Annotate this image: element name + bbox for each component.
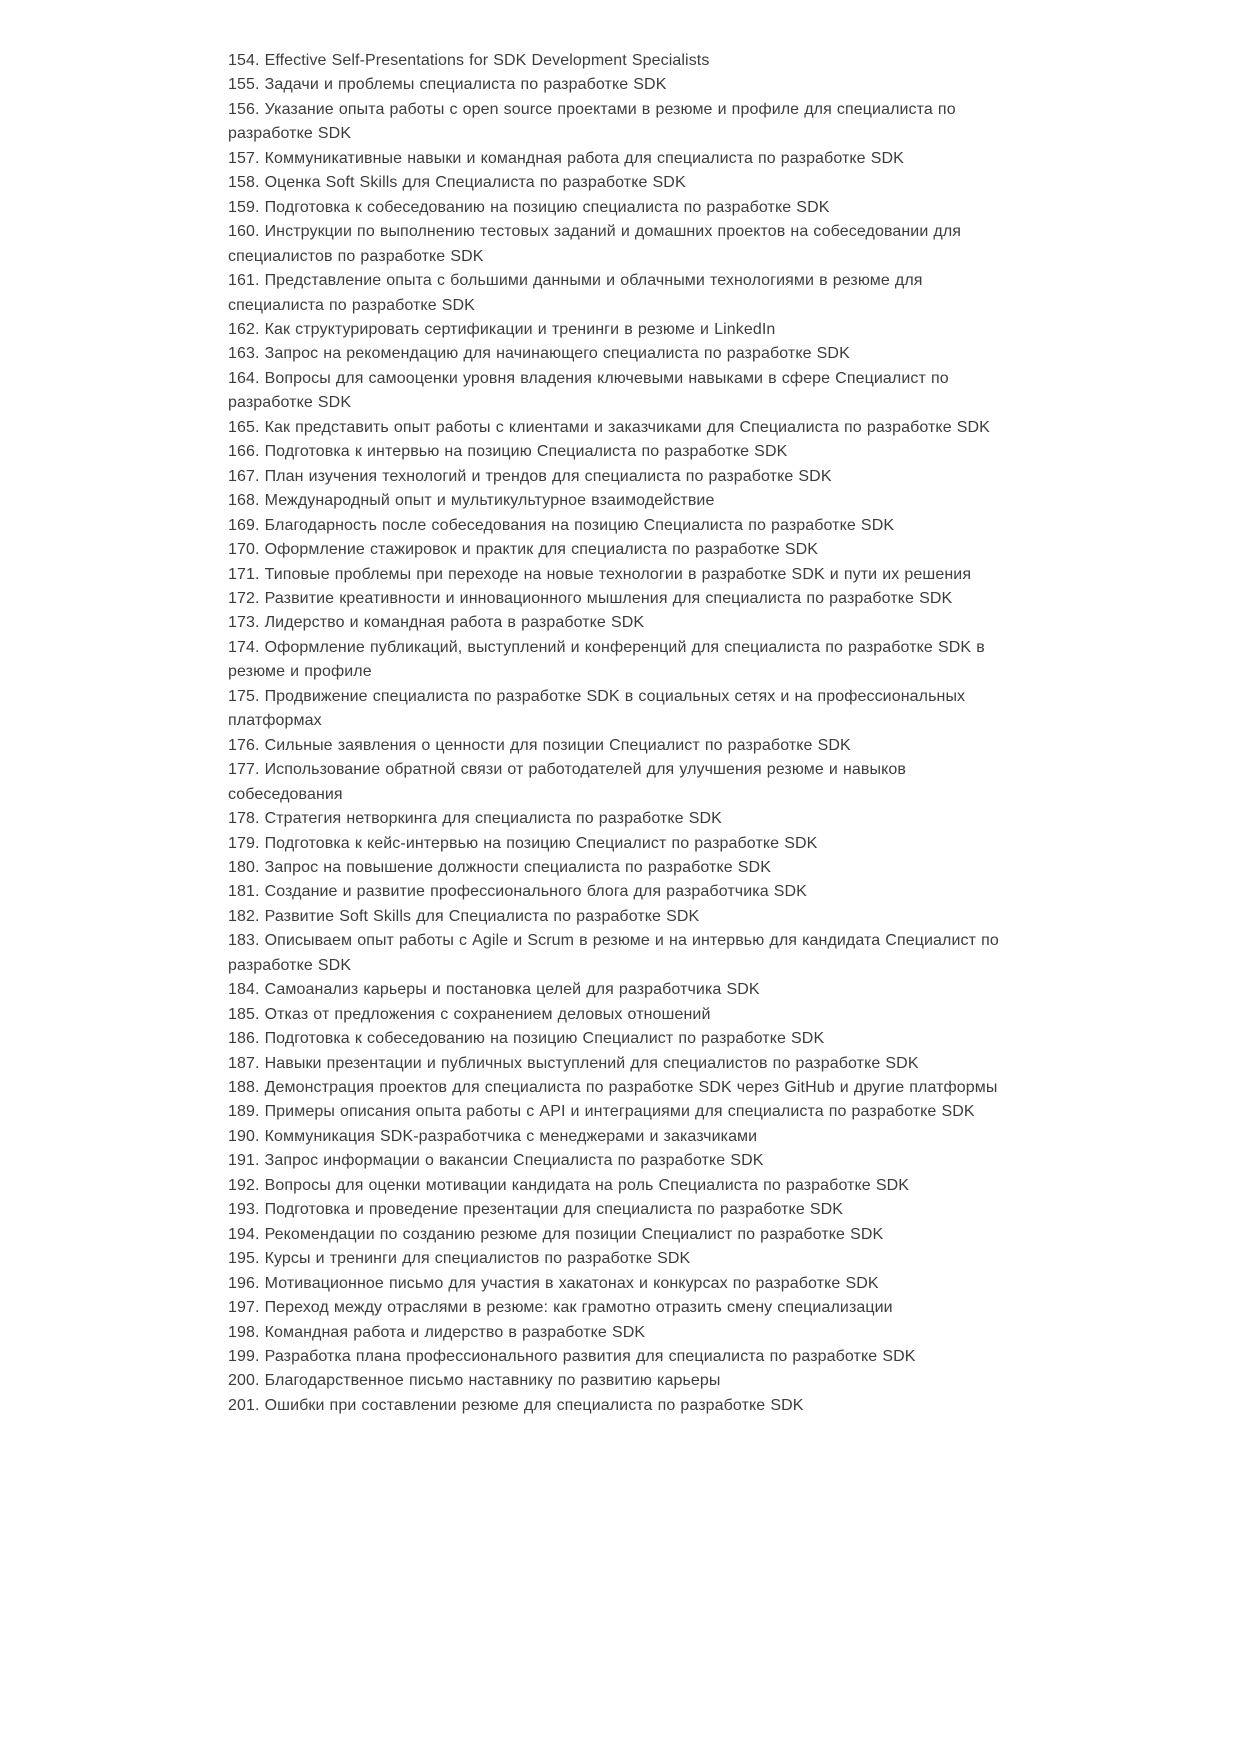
- list-item: 198. Командная работа и лидерство в разработке SDK: [228, 1323, 646, 1341]
- list-item: 176. Сильные заявления о ценности для позиции Специалист по разработке SDK: [228, 736, 851, 754]
- list-item: 170. Оформление стажировок и практик для специалиста по разработке SDK: [228, 541, 819, 559]
- list-item: 154. Effective Self-Presentations for SDK Development Specialists: [228, 52, 710, 69]
- list-item: 156. Указание опыта работы с open source проектами в резюме и профиле для специалиста по разработке SDK: [228, 100, 956, 143]
- list-item: 175. Продвижение специалиста по разработке SDK в социальных сетях и на профессиональных платформах: [228, 687, 966, 730]
- list-item: 185. Отказ от предложения с сохранением деловых отношений: [228, 1005, 711, 1023]
- list-item: 168. Международный опыт и мультикультурное взаимодействие: [228, 492, 715, 510]
- list-item: 195. Курсы и тренинги для специалистов по разработке SDK: [228, 1250, 691, 1268]
- list-item: 188. Демонстрация проектов для специалиста по разработке SDK через GitHub и другие платформы: [228, 1079, 998, 1097]
- list-item: 192. Вопросы для оценки мотивации кандидата на роль Специалиста по разработке SDK: [228, 1176, 910, 1194]
- list-item: 200. Благодарственное письмо наставнику по развитию карьеры: [228, 1372, 721, 1390]
- list-item: 190. Коммуникация SDK-разработчика с менеджерами и заказчиками: [228, 1127, 758, 1145]
- list-item: 167. План изучения технологий и трендов для специалиста по разработке SDK: [228, 467, 832, 485]
- list-item: 194. Рекомендации по созданию резюме для позиции Специалист по разработке SDK: [228, 1225, 884, 1243]
- list-item: 189. Примеры описания опыта работы с API и интеграциями для специалиста по разработке SDK: [228, 1103, 975, 1121]
- list-item: 197. Переход между отраслями в резюме: как грамотно отразить смену специализации: [228, 1299, 893, 1317]
- list-item: 181. Создание и развитие профессионального блога для разработчика SDK: [228, 883, 807, 901]
- list-item: 201. Ошибки при составлении резюме для специалиста по разработке SDK: [228, 1396, 804, 1414]
- list-item: 165. Как представить опыт работы с клиентами и заказчиками для Специалиста по разработке SDK: [228, 418, 990, 436]
- list-item: 196. Мотивационное письмо для участия в хакатонах и конкурсах по разработке SDK: [228, 1274, 879, 1292]
- list-item: 163. Запрос на рекомендацию для начинающего специалиста по разработке SDK: [228, 345, 850, 363]
- list-item: 173. Лидерство и командная работа в разработке SDK: [228, 614, 645, 632]
- list-item: 158. Оценка Soft Skills для Специалиста по разработке SDK: [228, 174, 686, 192]
- list-item: 186. Подготовка к собеседованию на позицию Специалист по разработке SDK: [228, 1030, 825, 1048]
- list-item: 169. Благодарность после собеседования на позицию Специалиста по разработке SDK: [228, 516, 895, 534]
- list-item: 159. Подготовка к собеседованию на позицию специалиста по разработке SDK: [228, 198, 830, 216]
- list-item: 199. Разработка плана профессионального развития для специалиста по разработке SDK: [228, 1348, 916, 1366]
- list-item: 172. Развитие креативности и инновационного мышления для специалиста по разработке SDK: [228, 589, 953, 607]
- list-item: 180. Запрос на повышение должности специалиста по разработке SDK: [228, 858, 771, 876]
- list-item: 187. Навыки презентации и публичных выступлений для специалистов по разработке SDK: [228, 1054, 919, 1072]
- list-item: 182. Развитие Soft Skills для Специалиста по разработке SDK: [228, 907, 700, 925]
- list-item: 183. Описываем опыт работы с Agile и Scrum в резюме и на интервью для кандидата Специалист по разработке SDK: [228, 932, 999, 974]
- list-item: 174. Оформление публикаций, выступлений и конференций для специалиста по разработке SDK в резюме и профиле: [228, 638, 985, 681]
- list-item: 155. Задачи и проблемы специалиста по разработке SDK: [228, 76, 667, 94]
- list-item: 184. Самоанализ карьеры и постановка целей для разработчика SDK: [228, 981, 760, 999]
- list-item: 179. Подготовка к кейс-интервью на позицию Специалист по разработке SDK: [228, 834, 818, 852]
- list-item: 171. Типовые проблемы при переходе на новые технологии в разработке SDK и пути их решения: [228, 565, 972, 583]
- list-item: 166. Подготовка к интервью на позицию Специалиста по разработке SDK: [228, 443, 788, 461]
- list-item: 157. Коммуникативные навыки и командная работа для специалиста по разработке SDK: [228, 149, 904, 167]
- list-item: 160. Инструкции по выполнению тестовых заданий и домашних проектов на собеседовании для специалистов по разработке SDK: [228, 223, 962, 265]
- list-item: 177. Использование обратной связи от работодателей для улучшения резюме и навыков собеседования: [228, 761, 907, 803]
- list-item: 178. Стратегия нетворкинга для специалиста по разработке SDK: [228, 810, 722, 828]
- topic-list: [228, 49, 1018, 1418]
- list-item: 164. Вопросы для самооценки уровня владения ключевыми навыками в сфере Специалист по разработке SDK: [228, 369, 949, 412]
- list-item: 193. Подготовка и проведение презентации для специалиста по разработке SDK: [228, 1201, 844, 1219]
- list-item: 191. Запрос информации о вакансии Специалиста по разработке SDK: [228, 1152, 764, 1170]
- list-item: 161. Представление опыта с большими данными и облачными технологиями в резюме для специалиста по разработке SDK: [228, 272, 923, 314]
- list-item: 162. Как структурировать сертификации и тренинги в резюме и LinkedIn: [228, 320, 776, 338]
